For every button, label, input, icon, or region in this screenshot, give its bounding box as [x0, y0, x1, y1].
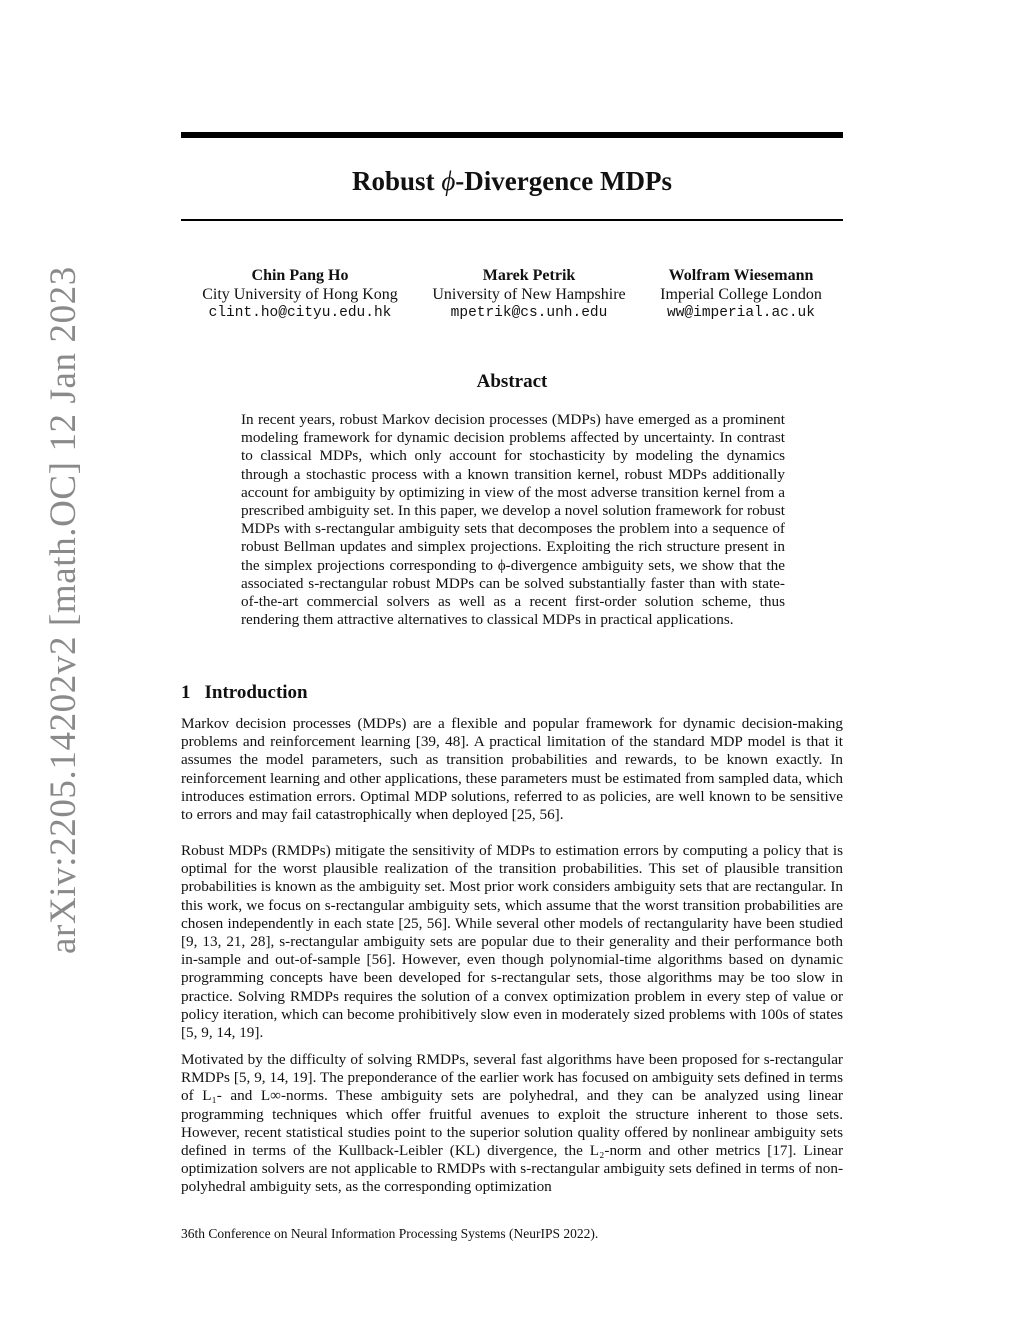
author-affiliation: City University of Hong Kong [202, 286, 398, 303]
author-affiliation: University of New Hampshire [432, 286, 626, 303]
author-name: Wolfram Wiesemann [668, 267, 814, 284]
title-phi-symbol: ϕ [441, 166, 456, 196]
conference-footnote: 36th Conference on Neural Information Processing Systems (NeurIPS 2022). [181, 1226, 599, 1241]
paragraph-text: Robust MDPs (RMDPs) mitigate the sensitivity of MDPs to estimation errors by computing a policy that is optimal for the worst plausible realization of the transition probabilities. This set of plausible transition probabilities is known as the ambiguity set. Most prior work considers ambiguity sets that are rectangular. In this work, we focus on s-rectangular ambiguity sets, which assume that the worst transition probabilities are chosen independently in each state [25, 56]. While several other models of rectangularity have been studied [9, 13, 21, 28], s-rectangular ambiguity sets are popular due to their generality and their performance both in-sample and out-of-sample [56]. However, even though polynomial-time algorithms based on dynamic programming concepts have been developed for s-rectangular sets, those algorithms may be too slow in practice. Solving RMDPs requires the solution of a convex optimization problem in every step of value or policy iteration, which can become prohibitively slow even in moderately sized problems with 100s of states [5, 9, 14, 19]. [181, 842, 843, 1042]
paragraph-text: Markov decision processes (MDPs) are a flexible and popular framework for dynamic decision-making problems and reinforcement learning [39, 48]. A practical limitation of the standard MDP model is that it assumes the model parameters, such as transition probabilities and rewards, to be known exactly. In reinforcement learning and other applications, these parameters must be estimated from sampled data, which introduces estimation errors. Optimal MDP solutions, referred to as policies, are well known to be sensitive to errors and may fail catastrophically when deployed [25, 56]. [181, 715, 843, 824]
body-paragraph [181, 842, 843, 1042]
section-heading [181, 681, 308, 705]
paragraph-text: Motivated by the difficulty of solving RMDPs, several fast algorithms have been proposed for s-rectangular RMDPs [5, 9, 14, 19]. The preponderance of the earlier work has focused on ambiguity sets defined in terms of L₁- and L∞-norms. These ambiguity sets are polyhedral, and they can be analyzed using linear programming techniques which offer fruitful avenues to exploit the structure inherent to those sets. However, recent statistical studies point to the superior solution quality offered by nonlinear ambiguity sets defined in terms of the Kullback-Leibler (KL) divergence, the L₂-norm and other metrics [17]. Linear optimization solvers are not applicable to RMDPs with s-rectangular ambiguity sets defined in terms of non-polyhedral ambiguity sets, as the corresponding optimization [181, 1051, 843, 1196]
author-block [419, 266, 639, 323]
title-prefix: Robust [352, 166, 442, 196]
section-title: Introduction [204, 682, 308, 703]
arxiv-identifier-stamp: arXiv:2205.14202v2 [math.OC] 12 Jan 2023 [43, 266, 84, 954]
author-affiliation: Imperial College London [660, 286, 822, 303]
title-suffix: -Divergence MDPs [455, 166, 672, 196]
author-email: ww@imperial.ac.uk [667, 305, 815, 321]
abstract-text: In recent years, robust Markov decision processes (MDPs) have emerged as a prominent modeling framework for dynamic decision problems affected by uncertainty. In contrast to classical MDPs, which only account for stochasticity by modeling the dynamics through a stochastic process with a known transition kernel, robust MDPs additionally account for ambiguity by optimizing in view of the most adverse transition kernel from a prescribed ambiguity set. In this paper, we develop a novel solution framework for robust MDPs with s-rectangular ambiguity sets that decomposes the problem into a sequence of robust Bellman updates and simplex projections. Exploiting the rich structure present in the simplex projections corresponding to ϕ-divergence ambiguity sets, we show that the associated s-rectangular robust MDPs can be solved substantially faster than with state-of-the-art commercial solvers as well as a recent first-order solution scheme, thus rendering them attractive alternatives to classical MDPs in practical applications. [241, 411, 785, 629]
body-paragraph [181, 1051, 843, 1197]
paper-title [181, 164, 843, 198]
body-paragraph [181, 715, 843, 824]
title-top-rule [181, 132, 843, 138]
author-name: Marek Petrik [482, 267, 576, 284]
author-block [181, 266, 419, 323]
author-name: Chin Pang Ho [251, 267, 349, 284]
author-email: clint.ho@cityu.edu.hk [208, 305, 392, 321]
abstract-heading: Abstract [476, 371, 548, 392]
author-email: mpetrik@cs.unh.edu [450, 305, 608, 321]
section-number: 1 [181, 682, 191, 703]
author-block [639, 266, 843, 323]
title-bottom-rule [181, 219, 843, 221]
